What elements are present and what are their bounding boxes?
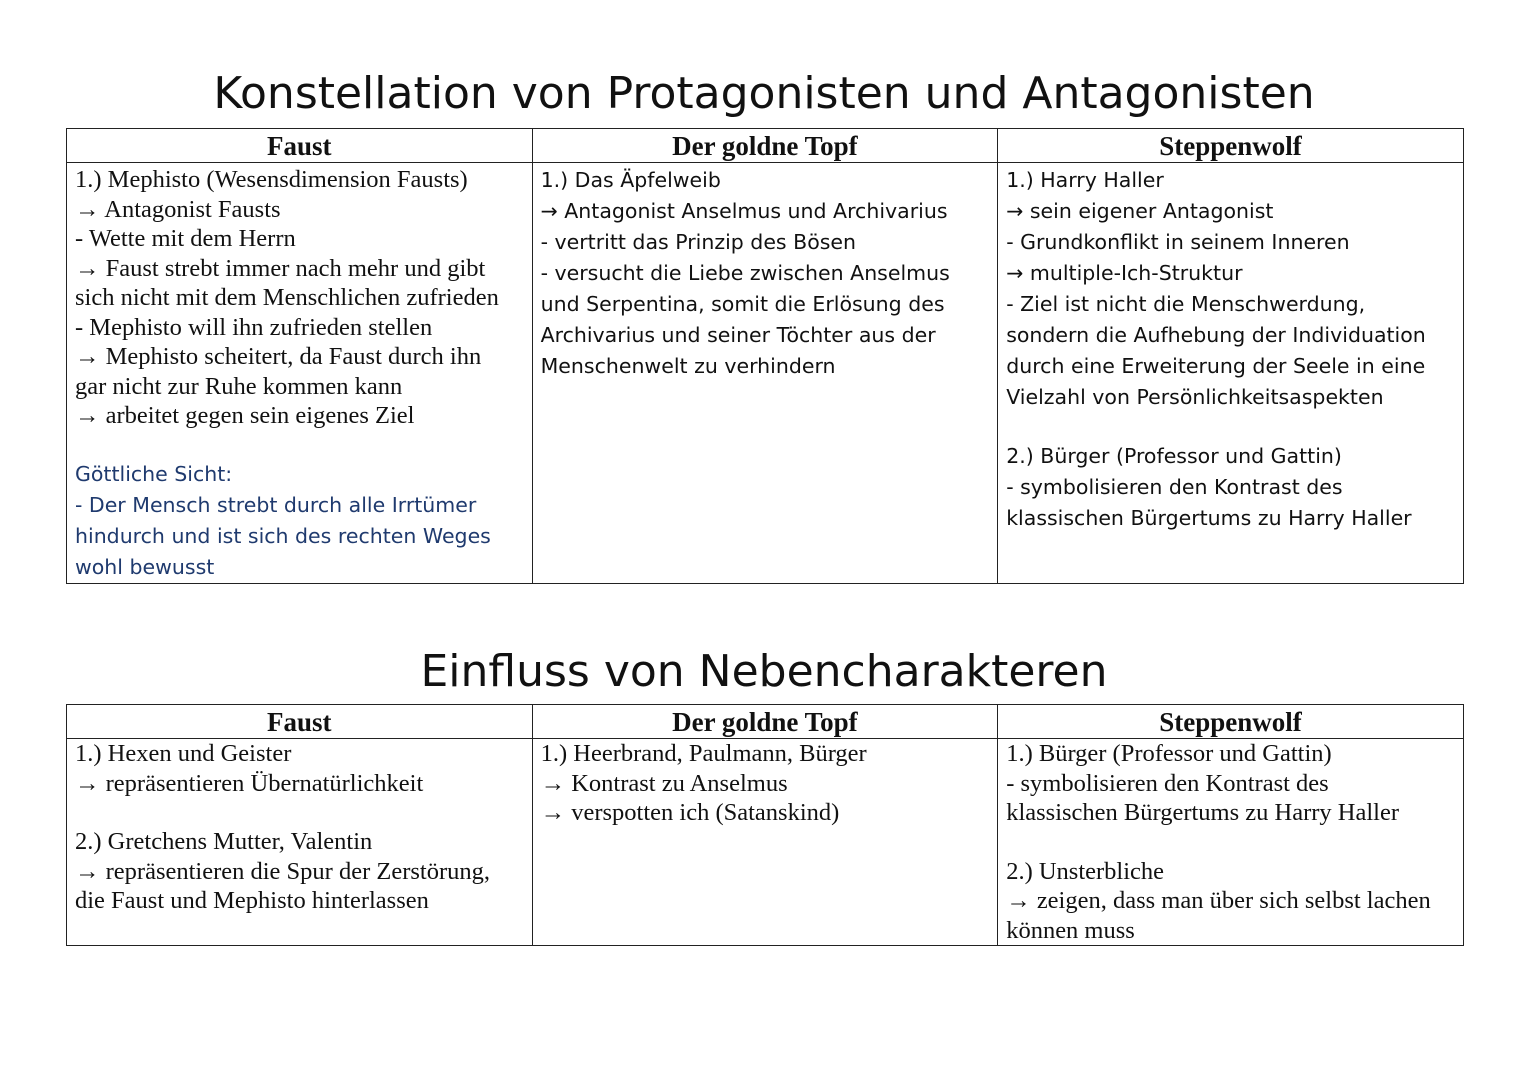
steppenwolf-cell <box>998 163 1464 584</box>
text-line: sich nicht mit dem Menschlichen zufrieden <box>75 284 499 311</box>
text-line: 2.) Bürger (Professor und Gattin) <box>1006 444 1342 468</box>
column-header-steppenwolf: Steppenwolf <box>998 705 1464 739</box>
table-row <box>67 163 1464 584</box>
faust-cell <box>67 163 533 584</box>
text-line: → Kontrast zu Anselmus <box>540 769 788 797</box>
text-line: → multiple-Ich-Struktur <box>1006 261 1243 285</box>
goldne-topf-side-character-notes <box>541 739 990 828</box>
faust-antagonist-notes <box>75 165 524 431</box>
table-header-row <box>67 129 1464 163</box>
text-line: - Grundkonflikt in seinem Inneren <box>1006 230 1350 254</box>
text-line: → sein eigener Antagonist <box>1006 199 1274 223</box>
section-title-side-characters: Einfluss von Nebencharakteren <box>420 646 1108 697</box>
spacer <box>1006 828 1455 857</box>
spacer <box>1006 413 1455 441</box>
side-characters-table <box>66 704 1464 946</box>
constellation-table <box>66 128 1464 584</box>
text-line: - symbolisieren den Kontrast des <box>1006 475 1343 499</box>
text-line: - Mephisto will ihn zufrieden stellen <box>75 313 433 341</box>
spacer <box>75 798 524 827</box>
text-line: → Faust strebt immer nach mehr und gibt <box>75 254 486 282</box>
table-header-row <box>67 705 1464 739</box>
steppenwolf-cell <box>998 739 1464 946</box>
text-line: Göttliche Sicht: <box>75 461 233 486</box>
text-line: Menschenwelt zu verhindern <box>540 354 836 378</box>
text-line: können muss <box>1006 916 1135 944</box>
column-header-steppenwolf: Steppenwolf <box>998 129 1464 163</box>
text-line: wohl bewusst <box>75 554 215 579</box>
text-line: 2.) Gretchens Mutter, Valentin <box>75 828 373 855</box>
faust-side-character-notes <box>75 739 524 798</box>
section-title-constellation: Konstellation von Protagonisten und Antagonisten <box>213 68 1315 119</box>
steppenwolf-side-character-notes <box>1006 739 1455 828</box>
text-line: - vertritt das Prinzip des Bösen <box>540 230 857 254</box>
table-row <box>67 739 1464 946</box>
text-line: klassischen Bürgertums zu Harry Haller <box>1006 506 1412 530</box>
text-line: → arbeitet gegen sein eigenes Ziel <box>75 402 415 429</box>
text-line: die Faust und Mephisto hinterlassen <box>75 887 429 914</box>
text-line: → repräsentieren die Spur der Zerstörung, <box>75 857 490 885</box>
text-line: - Ziel ist nicht die Menschwerdung, <box>1006 292 1366 316</box>
column-header-faust: Faust <box>67 129 533 163</box>
text-line: sondern die Aufhebung der Individuation <box>1006 323 1426 347</box>
steppenwolf-buerger-notes <box>1006 441 1455 534</box>
text-line: 2.) Unsterbliche <box>1006 857 1165 885</box>
text-line: klassischen Bürgertums zu Harry Haller <box>1006 799 1399 826</box>
text-line: → Mephisto scheitert, da Faust durch ihn <box>75 343 482 370</box>
text-line: Archivarius und seiner Töchter aus der <box>540 323 936 347</box>
text-line: durch eine Erweiterung der Seele in eine <box>1006 354 1426 378</box>
divine-perspective-notes <box>75 459 524 583</box>
text-line: - Wette mit dem Herrn <box>75 225 296 252</box>
text-line: hindurch und ist sich des rechten Weges <box>75 523 491 548</box>
text-line: 1.) Heerbrand, Paulmann, Bürger <box>540 740 867 767</box>
faust-side-character-notes-2 <box>75 827 524 916</box>
steppenwolf-side-character-notes-2 <box>1006 857 1455 946</box>
text-line: → zeigen, dass man über sich selbst lachen <box>1006 887 1431 914</box>
text-line: - versucht die Liebe zwischen Anselmus <box>540 261 950 285</box>
spacer <box>75 431 524 459</box>
column-header-goldne-topf: Der goldne Topf <box>532 705 998 739</box>
text-line: gar nicht zur Ruhe kommen kann <box>75 372 403 400</box>
text-line: und Serpentina, somit die Erlösung des <box>540 292 945 316</box>
text-line: → Antagonist Fausts <box>75 195 281 223</box>
goldne-topf-cell <box>532 163 998 584</box>
column-header-faust: Faust <box>67 705 533 739</box>
text-line: 1.) Mephisto (Wesensdimension Fausts) <box>75 166 468 193</box>
text-line: → repräsentieren Übernatürlichkeit <box>75 769 424 797</box>
text-line: → verspotten ich (Satanskind) <box>540 799 840 826</box>
steppenwolf-antagonist-notes <box>1006 165 1455 413</box>
text-line: Vielzahl von Persönlichkeitsaspekten <box>1006 385 1384 409</box>
text-line: - symbolisieren den Kontrast des <box>1006 769 1329 797</box>
goldne-topf-cell <box>532 739 998 946</box>
column-header-goldne-topf: Der goldne Topf <box>532 129 998 163</box>
text-line: → Antagonist Anselmus und Archivarius <box>540 199 948 223</box>
goldne-topf-antagonist-notes <box>541 165 990 382</box>
text-line: - Der Mensch strebt durch alle Irrtümer <box>75 492 477 517</box>
faust-cell <box>67 739 533 946</box>
text-line: 1.) Harry Haller <box>1006 168 1164 192</box>
text-line: 1.) Hexen und Geister <box>75 740 292 767</box>
text-line: 1.) Bürger (Professor und Gattin) <box>1006 740 1332 767</box>
text-line: 1.) Das Äpfelweib <box>540 168 721 192</box>
